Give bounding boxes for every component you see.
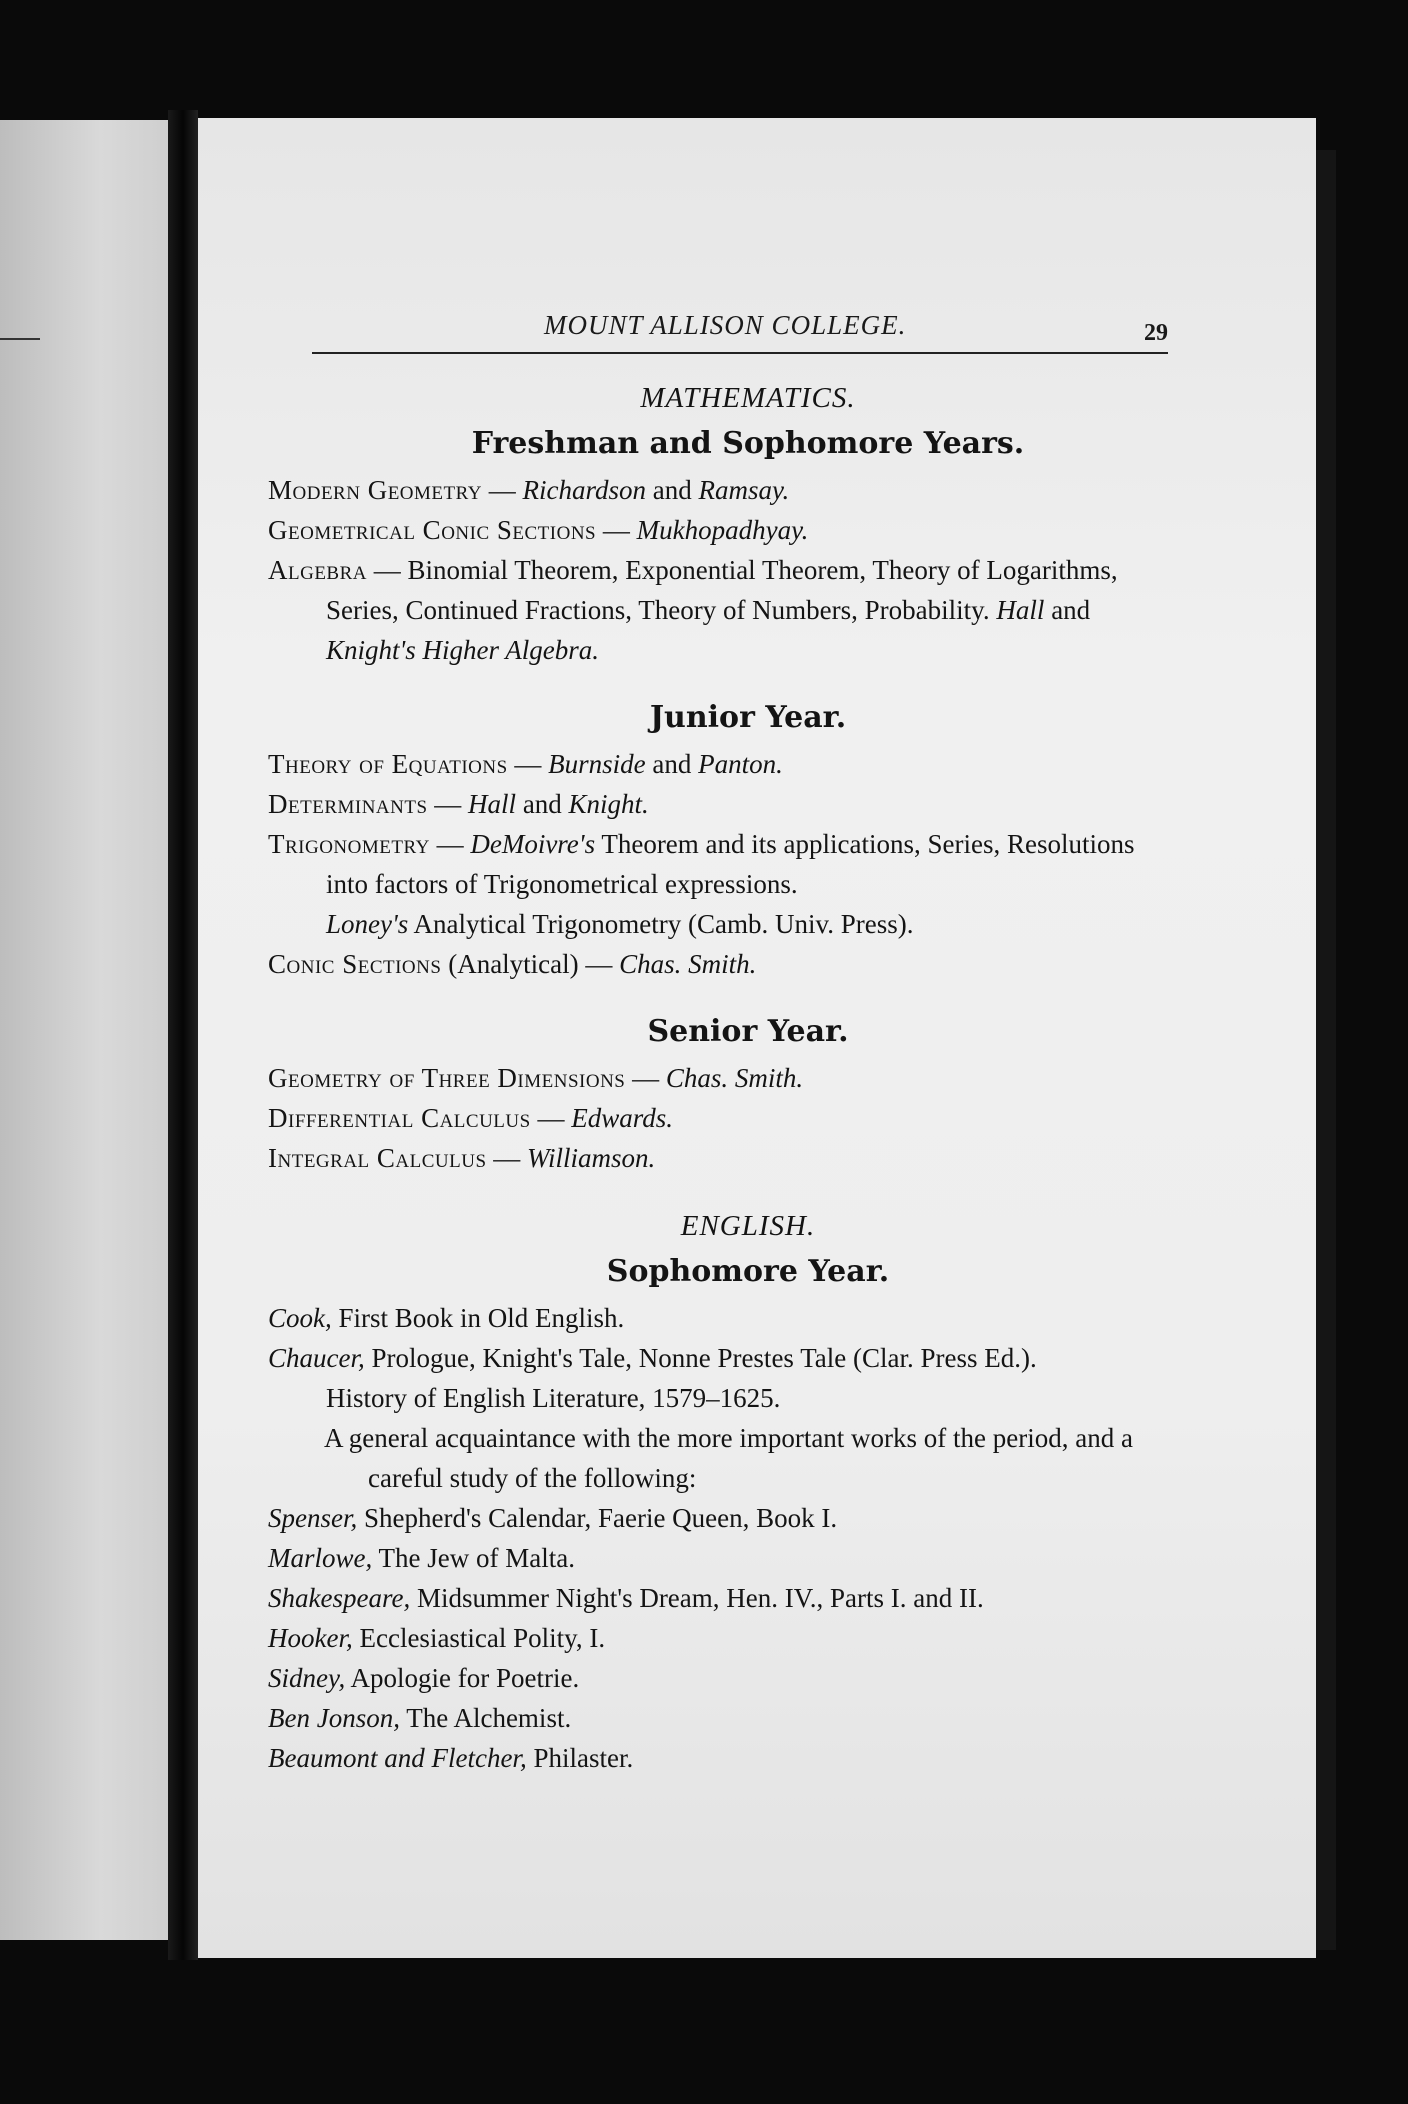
page-content (268, 372, 1168, 1778)
course-entry: Conic Sections (Analytical) — Chas. Smith. (268, 949, 757, 979)
running-title: MOUNT ALLISON COLLEGE. (544, 310, 907, 340)
course-entry: Differential Calculus — Edwards. (268, 1103, 673, 1133)
book-gutter (168, 110, 198, 1960)
year-heading-sophomore: Sophomore Year. (606, 1254, 890, 1289)
reading-entry: Marlowe, The Jew of Malta. (268, 1543, 575, 1573)
year-heading-freshman-sophomore: Freshman and Sophomore Years. (471, 426, 1025, 461)
year-heading-junior: Junior Year. (649, 700, 847, 735)
reading-entry: Hooker, Ecclesiastical Polity, I. (268, 1623, 606, 1653)
reading-entry: Sidney, Apologie for Poetrie. (268, 1663, 580, 1693)
general-instructions: A general acquaintance with the more important works of the period, and a careful study of the following: (324, 1423, 1133, 1493)
reading-entry: Ben Jonson, The Alchemist. (268, 1703, 572, 1733)
course-entry: Geometry of Three Dimensions — Chas. Smith. (268, 1063, 804, 1093)
reading-entry: Cook, First Book in Old English. (268, 1303, 625, 1333)
page-header (312, 300, 1168, 352)
course-entry: Theory of Equations — Burnside and Panton. (268, 749, 783, 779)
reading-entry: Shakespeare, Midsummer Night's Dream, Hen. IV., Parts I. and II. (268, 1583, 984, 1613)
year-heading-senior: Senior Year. (647, 1014, 849, 1049)
course-entry: Determinants — Hall and Knight. (268, 789, 649, 819)
left-page-mark (0, 338, 40, 340)
reading-entry: Chaucer, Prologue, Knight's Tale, Nonne Prestes Tale (Clar. Press Ed.). (268, 1343, 1037, 1373)
reading-entry: Beaumont and Fletcher, Philaster. (268, 1743, 634, 1773)
left-page-edge (0, 120, 168, 1940)
page-number: 29 (1144, 320, 1168, 346)
course-entry: Geometrical Conic Sections — Mukhopadhyay. (268, 515, 809, 545)
right-page-edge (1316, 150, 1336, 1950)
subject-heading-mathematics: MATHEMATICS. (640, 382, 856, 414)
header-rule (312, 352, 1168, 354)
literature-history: History of English Literature, 1579–1625. (326, 1383, 781, 1413)
course-entry-trigonometry: Trigonometry — DeMoivre's Theorem and its applications, Series, Resolutions into factors of Trigonometrical expressions. Loney's Analytical Trigonometry (Camb. Univ. Press). (268, 829, 1135, 939)
course-entry: Integral Calculus — Williamson. (268, 1143, 656, 1173)
course-entry-algebra: Algebra — Binomial Theorem, Exponential Theorem, Theory of Logarithms, Series, Continued Fractions, Theory of Numbers, Probability. Hall and Knight's Higher Algebra. (268, 555, 1118, 665)
subject-heading-english: ENGLISH. (680, 1210, 816, 1242)
course-entry: Modern Geometry — Richardson and Ramsay. (268, 475, 790, 505)
reading-entry: Spenser, Shepherd's Calendar, Faerie Queen, Book I. (268, 1503, 838, 1533)
